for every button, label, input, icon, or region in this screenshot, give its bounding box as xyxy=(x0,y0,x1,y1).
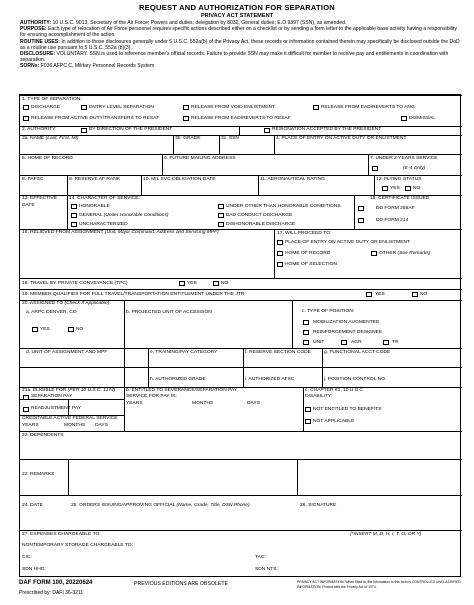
uncharacterized-label: UNCHARACTERIZED xyxy=(79,222,128,227)
disclosure-label: DISCLOSURE: xyxy=(20,51,56,58)
under-2-years-label: 7. UNDER 2 YEARS SERVICE xyxy=(370,156,438,161)
eligible-for-label: 21a. ELIGIBLE FOR xyxy=(22,388,67,393)
sorns-text: F036 AFPC C, Military Personnel Records System xyxy=(40,63,155,70)
purpose-label: PURPOSE: xyxy=(20,26,47,33)
disability-label: DISABILITY: xyxy=(305,394,333,399)
mobilization-augmentee-label: MOBILIZATION AUGMENTEE xyxy=(313,320,380,325)
service-for-pay-label: SERVICE FOR PAY IS: xyxy=(126,394,177,399)
routine-uses-label: ROUTINE USES: xyxy=(20,38,60,45)
tpc-no-label: NO xyxy=(221,281,229,286)
not-applicable-checkbox[interactable] xyxy=(305,419,311,424)
relieved-from-hint: (Unit, Major Command, Address and Servicing MPF) xyxy=(104,230,219,235)
separation-pay-label: SEPARATION PAY xyxy=(31,394,73,399)
expenses-insert-hint: (*INSERT M, D, H, I, T, G, OR Y) xyxy=(350,532,422,537)
discharge-checkbox[interactable] xyxy=(23,105,29,110)
previous-editions-note: PREVIOUS EDITIONS ARE OBSOLETE xyxy=(134,581,228,587)
authority-field-label: 2. AUTHORITY: xyxy=(22,127,57,132)
cui-privacy-note: PRIVACY ACT INFORMATION: When filled in, the information in this form is CONTROLLED UNCLASSIFIED INFORMATION. Protect with the Privacy Act of 1974. xyxy=(297,580,461,589)
void-enlistment-label: RELEASE FROM VOID ENLISTMENT xyxy=(191,105,275,110)
general-checkbox[interactable] xyxy=(71,213,77,218)
proceed-home-of-selection-label: HOME OF SELECTION xyxy=(285,262,337,267)
grade-label: 3b. GRADE xyxy=(175,136,201,141)
authority-label: AUTHORITY: xyxy=(20,20,52,26)
full-travel-label: 19. MEMBER QUALIFIES FOR FULL TRAVEL/TRANSPORTATION ENTITLEMENT UNDER THE JTR xyxy=(22,292,245,297)
authority-text: 10 U.S.C. 9013, Secretary of the Air Force; Powers and duties; delegation by 8032, General duties; E.O 9397 (SSN), as amended. xyxy=(52,20,347,26)
not-applicable-label: NOT APPLICABLE xyxy=(313,419,355,424)
credit-days-label: DAYS xyxy=(95,423,108,428)
proceed-home-of-record-checkbox[interactable] xyxy=(277,251,283,256)
dependents-label: 22. DEPENDENTS xyxy=(22,433,64,438)
arpc-no-label: NO xyxy=(76,327,84,332)
reverts-to-resaf-label: RELEASE FROM EAD/REVERTS TO RESAF xyxy=(191,116,291,121)
transfers-to-resaf-checkbox[interactable] xyxy=(23,116,29,121)
unit-checkbox[interactable] xyxy=(303,340,309,345)
arpc-yes-checkbox[interactable] xyxy=(32,327,38,332)
tac-label: TAC: xyxy=(255,555,266,560)
training-pay-category-label: e. TRAINING/PAY CATEGORY xyxy=(150,350,218,355)
type-of-position-label: c. TYPE OF POSITION: xyxy=(302,309,355,314)
form-number: DAF FORM 100, 20220624 xyxy=(19,580,93,586)
proceed-place-of-entry-checkbox[interactable] xyxy=(277,240,283,245)
reinforcement-designee-checkbox[interactable] xyxy=(303,330,309,335)
tr-checkbox[interactable] xyxy=(383,340,389,345)
unit-of-assignment-label: d. UNIT OF ASSIGNMENT AND MPF xyxy=(26,350,108,355)
dismissal-label: DISMISSAL xyxy=(409,116,436,121)
chapter-61-label: c. CHAPTER 61, 10 U.S.C. xyxy=(305,388,365,393)
bad-conduct-checkbox[interactable] xyxy=(218,213,224,218)
orders-official-wrap xyxy=(71,503,250,509)
general-label-wrap xyxy=(79,213,169,219)
cic-label: CIC: xyxy=(22,555,32,560)
proceed-other-hint: (See Remarks) xyxy=(397,251,431,256)
dd256af-label: DD FORM 256AF xyxy=(376,206,415,211)
honorable-label: HONORABLE xyxy=(79,204,110,209)
tpc-yes-label: YES xyxy=(187,281,197,286)
entitled-severance-label: b. ENTITLED TO SEVERANCE/SEPARATION PAY xyxy=(126,388,238,393)
character-of-service-label: 14. CHARACTER OF SERVICE: xyxy=(69,196,140,201)
e4-only-hint: (E-4 Only) xyxy=(403,166,426,171)
disclosure-text: VOLUNTARY. SSN is used to reference member's official records. Failure to provide SSN may make it difficult for member to receive pay and entitlements in coordination with separation. xyxy=(20,51,449,64)
mil-svc-obligation-label: 10. MIL SVC OBLIGATION DATE xyxy=(143,177,216,182)
eligible-for-hint: (PER 10 U.S.C. 1174) xyxy=(67,388,116,393)
tpc-yes-checkbox[interactable] xyxy=(179,281,185,286)
dishonorable-checkbox[interactable] xyxy=(218,222,224,227)
purpose-text: Each type of relocation of Air Force personnel requires specific actions described either on a checklist or by sending a form letter to the applicable base activity having a responsibility for ensuring accomplishment of the action. xyxy=(20,26,457,39)
proceed-other-label: OTHER xyxy=(379,251,397,256)
uothc-checkbox[interactable] xyxy=(218,204,224,209)
dd214-checkbox[interactable] xyxy=(358,218,364,223)
place-of-entry-label: 4. PLACE OF ENTRY ON ACTIVE DUTY OR ENLISTMENT xyxy=(276,136,407,141)
uothc-label: UNDER OTHER THAN HONORABLE CONDITIONS xyxy=(226,204,341,209)
effective-date-label-2: DATE xyxy=(22,203,35,208)
credit-months-label: MONTHS xyxy=(64,423,86,428)
resignation-accepted-label: RESIGNATION ACCEPTED BY THE PRESIDENT xyxy=(272,127,382,132)
general-label: GENERAL xyxy=(79,213,103,218)
nts-chargeable-label: NONTEMPORARY STORAGE CHARGEABLE TO: xyxy=(22,543,133,548)
authorized-grade-label: h. AUTHORIZED GRADE xyxy=(150,377,206,382)
flying-yes-label: YES xyxy=(390,186,400,191)
form-title: REQUEST AND AUTHORIZATION FOR SEPARATION xyxy=(138,3,335,12)
service-years-label: YEARS xyxy=(126,401,143,406)
arpc-no-checkbox[interactable] xyxy=(68,327,74,332)
certificate-issued-label: 15. CERTIFICATE ISSUED xyxy=(370,196,430,201)
creditable-service-label: CREDITABLE ACTIVE FEDERAL SERVICE xyxy=(22,416,118,421)
proceed-other-checkbox[interactable] xyxy=(371,251,377,256)
agr-checkbox[interactable] xyxy=(341,340,347,345)
separation-form xyxy=(19,94,461,577)
reverts-to-ang-checkbox[interactable] xyxy=(313,105,319,110)
assigned-to-label: 20. ASSIGNED TO xyxy=(22,301,64,306)
dishonorable-label: DISHONORABLE DISCHARGE xyxy=(226,222,296,227)
pafsc-label: 8. PAFSC xyxy=(22,177,44,182)
flying-status-label: 12. FLYING STATUS xyxy=(376,177,422,182)
proceed-place-of-entry-label: PLACE OF ENTRY ON ACTIVE DUTY OR ENLISTMENT xyxy=(285,240,411,245)
dd256af-checkbox[interactable] xyxy=(358,206,364,211)
flying-yes-checkbox[interactable] xyxy=(382,186,388,191)
readjustment-pay-checkbox[interactable] xyxy=(23,407,29,412)
expenses-chargeable-label: 27. EXPENSES CHARGEABLE TO: xyxy=(22,532,101,537)
name-label: 3a. NAME xyxy=(22,136,45,141)
type-of-separation-label: 1. TYPE OF SEPARATION: xyxy=(22,97,82,102)
aeronautical-rating-label: 11. AERONAUTICAL RATING xyxy=(260,177,325,182)
reverts-to-resaf-checkbox[interactable] xyxy=(183,116,189,121)
sdn-nts-label: SDN NTS: xyxy=(255,567,278,572)
orders-official-hint: (Name, Grade, Title, DSN Phone) xyxy=(176,503,250,508)
position-control-label: j. POSITION CONTROL NO. xyxy=(324,377,387,382)
ssn-label: 3c. SSN xyxy=(221,136,239,141)
reserve-section-code-label: f. RESERVE SECTION CODE xyxy=(245,350,311,355)
service-months-label: MONTHS xyxy=(192,401,214,406)
tr-label: TR xyxy=(392,340,399,345)
assigned-to-hint: (Check If Applicable) xyxy=(64,301,110,306)
readjustment-pay-label: READJUSTMENT PAY xyxy=(31,406,81,411)
void-enlistment-checkbox[interactable] xyxy=(183,105,189,110)
separation-pay-checkbox[interactable] xyxy=(23,395,29,400)
will-proceed-label: 17. WILL PROCEED TO: xyxy=(277,231,332,236)
tpc-label: 18. TRAVEL BY PRIVATE CONVEYANCE (TPC) xyxy=(22,281,128,286)
home-of-record-label: 5. HOME OF RECORD xyxy=(22,156,73,161)
arpc-denver-label: a. ARPC DENVER, CO xyxy=(26,310,77,315)
orders-official-label: 25. ORDERS ISSUING/APPROVING OFFICIAL xyxy=(71,503,176,508)
unit-label: UNIT xyxy=(313,340,325,345)
authorized-afsc-label: i. AUTHORIZED AFSC xyxy=(245,377,295,382)
dd214-label: DD FORM 214 xyxy=(376,218,409,223)
date-label: 24. DATE xyxy=(22,503,43,508)
functional-acct-code-label: g. FUNCTIONAL ACCT CODE xyxy=(324,350,391,355)
relieved-from-wrap xyxy=(22,230,219,236)
flying-no-checkbox[interactable] xyxy=(405,186,411,191)
uncharacterized-checkbox[interactable] xyxy=(71,222,77,227)
transfers-to-resaf-label: RELEASE FROM ACTIVE DUTY/TRANSFERS TO RESAF xyxy=(31,116,160,121)
name-hint: (Last, First, MI) xyxy=(45,136,79,141)
tpc-no-checkbox[interactable] xyxy=(213,281,219,286)
under-2-years-checkbox[interactable] xyxy=(372,166,378,171)
privacy-act-statement xyxy=(20,20,460,70)
privacy-act-heading: PRIVACY ACT STATEMENT xyxy=(200,13,274,19)
effective-date-label-1: 13. EFFECTIVE xyxy=(22,196,58,201)
projected-unit-label: b. PROJECTED UNIT OF ACCESSION xyxy=(126,310,212,315)
by-direction-label: BY DIRECTION OF THE PRESIDENT xyxy=(89,127,173,132)
full-travel-no-checkbox[interactable] xyxy=(412,292,418,297)
entry-level-separation-label: ENTRY LEVEL SEPARATION xyxy=(89,105,154,110)
mobilization-augmentee-checkbox[interactable] xyxy=(303,320,309,325)
bad-conduct-label: BAD CONDUCT DISCHARGE xyxy=(226,213,293,218)
assigned-to-wrap xyxy=(22,301,109,307)
remarks-label: 23. REMARKS xyxy=(22,472,55,477)
reverts-to-ang-label: RELEASE FROM EAD/REVERTS TO ANG xyxy=(321,105,415,110)
future-mailing-address-label: 6. FUTURE MAILING ADDRESS xyxy=(164,156,236,161)
proceed-other-wrap xyxy=(379,251,430,257)
by-direction-checkbox[interactable] xyxy=(81,128,87,133)
general-hint: (Under Honorable Conditions) xyxy=(103,213,169,218)
prescribed-by: Prescribed by: DAFI 36-3211 xyxy=(19,590,84,596)
proceed-home-of-record-label: HOME OF RECORD xyxy=(285,251,331,256)
proceed-home-of-selection-checkbox[interactable] xyxy=(277,262,283,267)
service-days-label: DAYS xyxy=(247,401,260,406)
not-entitled-checkbox[interactable] xyxy=(305,407,311,412)
discharge-label: DISCHARGE xyxy=(31,105,61,110)
sorns-label: SORNs: xyxy=(20,63,40,70)
routine-uses-text: In addition to those disclosures generally under 5 U.S.C. 552a(b) of the Privacy Act, these records or information contained therein may specifically be disclosed outside the DoD as a routine use pursuant to 5 U.S.C. 552a (b)(3). xyxy=(20,38,460,51)
full-travel-yes-checkbox[interactable] xyxy=(366,292,372,297)
reinforcement-designee-label: REINFORCEMENT DESIGNEE xyxy=(313,330,383,335)
arpc-yes-label: YES xyxy=(40,327,50,332)
full-travel-no-label: NO xyxy=(420,292,428,297)
signature-label: 26. SIGNATURE xyxy=(300,503,337,508)
relieved-from-label: 16. RELIEVED FROM ASSIGNMENT xyxy=(22,230,104,235)
agr-label: AGR xyxy=(351,340,362,345)
sdn-hhg-label: SDN HHG: xyxy=(22,567,46,572)
entry-level-separation-checkbox[interactable] xyxy=(81,105,87,110)
flying-no-label: NO xyxy=(413,186,421,191)
not-entitled-label: NOT ENTITLED TO BENEFITS xyxy=(313,407,382,412)
credit-years-label: YEARS xyxy=(22,423,39,428)
honorable-checkbox[interactable] xyxy=(71,204,77,209)
dismissal-checkbox[interactable] xyxy=(401,116,407,121)
full-travel-yes-label: YES xyxy=(375,292,385,297)
resignation-accepted-checkbox[interactable] xyxy=(264,128,270,133)
reserve-af-rank-label: 9. RESERVE AF RANK xyxy=(69,177,121,182)
name-field-label xyxy=(22,136,79,142)
